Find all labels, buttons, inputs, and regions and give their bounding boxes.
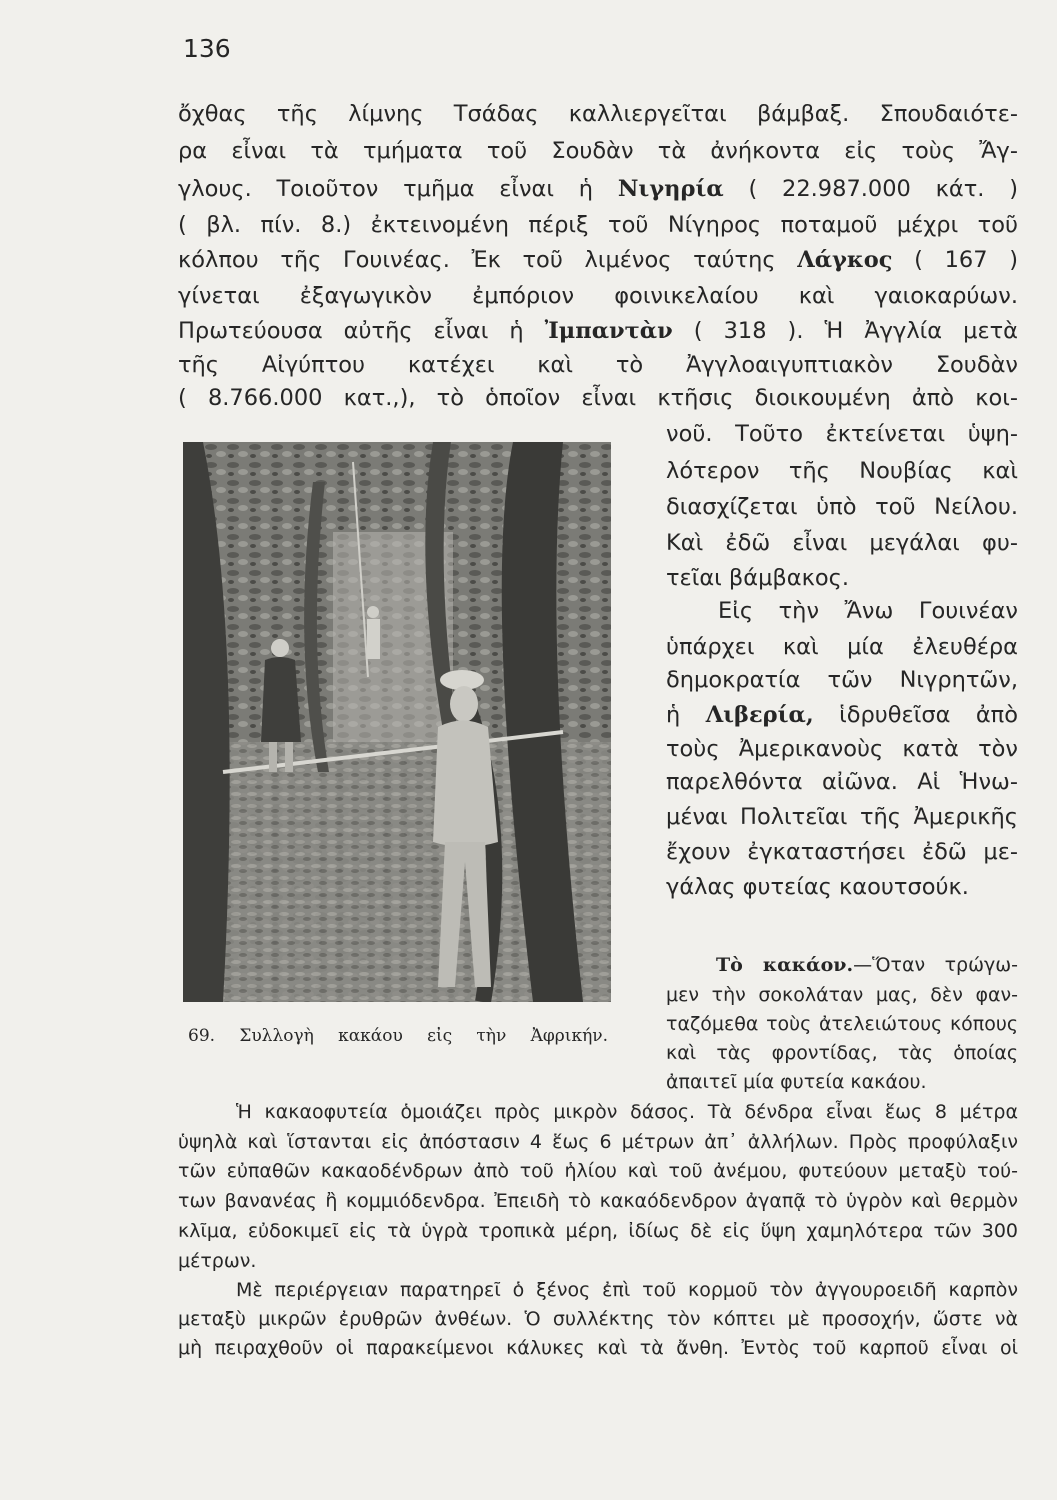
- text-line: καὶ τὰς φροντίδας, τὰς ὁποίας: [666, 1042, 1018, 1064]
- text-line: μέναι Πολιτεῖαι τῆς Ἀμερικῆς: [666, 804, 1018, 830]
- photo-illustration: [183, 442, 611, 1002]
- text-line: λότερον τῆς Νουβίας καὶ: [666, 458, 1018, 484]
- text-line: μεν τὴν σοκολάταν μας, δὲν φαν-: [666, 984, 1018, 1006]
- text-line: κλῖμα, εὐδοκιμεῖ εἰς τὰ ὑγρὰ τροπικὰ μέρη, ἰδίως δὲ εἰς ὕψη χαμηλότερα τῶν 300: [178, 1220, 1018, 1242]
- text-line: Πρωτεύουσα αὐτῆς εἶναι ἡ Ἰμπαντὰν ( 318 ). Ἡ Ἀγγλία μετὰ: [178, 318, 1018, 344]
- place-name-lagos: Λάγκος: [797, 247, 893, 273]
- text-line: μὴ πειραχθοῦν οἱ παρακείμενοι κάλυκες καὶ τὰ ἄνθη. Ἐντὸς τοῦ καρποῦ εἶναι οἱ: [178, 1337, 1018, 1359]
- text-line: Καὶ ἐδῶ εἶναι μεγάλαι φυ-: [666, 530, 1018, 556]
- place-name-nigeria: Νιγηρία: [617, 176, 724, 202]
- text-line: ἡ Λιβερία, ἱδρυθεῖσα ἀπὸ: [666, 702, 1018, 728]
- section-heading-cocoa: Τὸ κακάον.: [716, 954, 854, 976]
- text-line: δημοκρατία τῶν Νιγρητῶν,: [666, 667, 1018, 693]
- text-line: ἔχουν ἐγκαταστήσει ἐδῶ με-: [666, 839, 1018, 865]
- text-line: μεταξὺ μικρῶν ἐρυθρῶν ἀνθέων. Ὁ συλλέκτης τὸν κόπτει μὲ προσοχήν, ὥστε νὰ: [178, 1308, 1018, 1330]
- text-line: γάλας φυτείας καουτσούκ.: [666, 874, 969, 900]
- page-number: 136: [183, 34, 231, 63]
- place-name-liberia: Λιβερία,: [705, 702, 814, 728]
- photo-caption: 69. Συλλογὴ κακάου εἰς τὴν Ἀφρικήν.: [188, 1026, 608, 1046]
- text-line: ὄχθας τῆς λίμνης Τσάδας καλλιεργεῖται βάμβαξ. Σπουδαιότε-: [178, 101, 1018, 127]
- text-line: τῶν εὐπαθῶν κακαοδένδρων ἀπὸ τοῦ ἡλίου καὶ τοῦ ἀνέμου, φυτεύουν μεταξὺ τού-: [178, 1160, 1018, 1182]
- text-line: τῆς Αἰγύπτου κατέχει καὶ τὸ Ἀγγλοαιγυπτιακὸν Σουδὰν: [178, 352, 1018, 378]
- text-line: διασχίζεται ὑπὸ τοῦ Νείλου.: [666, 494, 1018, 520]
- text-line: ὑπάρχει καὶ μία ἐλευθέρα: [666, 634, 1018, 660]
- text-line: τεῖαι βάμβακος.: [666, 565, 849, 591]
- text-line: ταζόμεθα τοὺς ἀτελειώτους κόπους: [666, 1013, 1018, 1035]
- text-line: τοὺς Ἀμερικανοὺς κατὰ τὸν: [666, 736, 1018, 762]
- text-line: μέτρων.: [178, 1250, 257, 1272]
- text-line: Ἡ κακαοφυτεία ὁμοιάζει πρὸς μικρὸν δάσος. Τὰ δένδρα εἶναι ἕως 8 μέτρα: [236, 1101, 1018, 1123]
- text-line: Μὲ περιέργειαν παρατηρεῖ ὁ ξένος ἐπὶ τοῦ κορμοῦ τὸν ἀγγουροειδῆ καρπὸν: [236, 1279, 1018, 1301]
- text-line: ἀπαιτεῖ μία φυτεία κακάου.: [666, 1071, 927, 1093]
- place-name-ibadan: Ἰμπαντὰν: [544, 318, 673, 344]
- text-line: κόλπου τῆς Γουινέας. Ἐκ τοῦ λιμένος ταύτης Λάγκος ( 167 ): [178, 247, 1018, 273]
- text-line: των βανανέας ἢ κομμιόδενδρα. Ἐπειδὴ τὸ κακαόδενδρον ἀγαπᾷ τὸ ὑγρὸν καὶ θερμὸν: [178, 1190, 1018, 1212]
- text-line: παρελθόντα αἰῶνα. Αἱ Ἡνω-: [666, 769, 1018, 795]
- text-line: Εἰς τὴν Ἄνω Γουινέαν: [718, 598, 1018, 624]
- text-line: ὑψηλὰ καὶ ἵστανται εἰς ἀπόστασιν 4 ἕως 6 μέτρων ἀπ᾽ ἀλλήλων. Πρὸς προφύλαξιν: [178, 1131, 1018, 1153]
- text-line: ( 8.766.000 κατ.,), τὸ ὁποῖον εἶναι κτῆσις διοικουμένη ἀπὸ κοι-: [178, 385, 1018, 411]
- cocoa-harvest-photo: [183, 442, 611, 1002]
- text-line: ρα εἶναι τὰ τμήματα τοῦ Σουδὰν τὰ ἀνήκοντα εἰς τοὺς Ἄγ-: [178, 138, 1018, 164]
- text-line: νοῦ. Τοῦτο ἐκτείνεται ὑψη-: [666, 421, 1018, 447]
- text-line: Τὸ κακάον.—Ὅταν τρώγω-: [716, 954, 1018, 976]
- text-line: ( βλ. πίν. 8.) ἐκτεινομένη πέριξ τοῦ Νίγηρος ποταμοῦ μέχρι τοῦ: [178, 212, 1018, 238]
- text-line: γίνεται ἐξαγωγικὸν ἐμπόριον φοινικελαίου καὶ γαιοκαρύων.: [178, 283, 1018, 309]
- text-line: γλους. Τοιοῦτον τμῆμα εἶναι ἡ Νιγηρία ( 22.987.000 κάτ. ): [178, 176, 1019, 202]
